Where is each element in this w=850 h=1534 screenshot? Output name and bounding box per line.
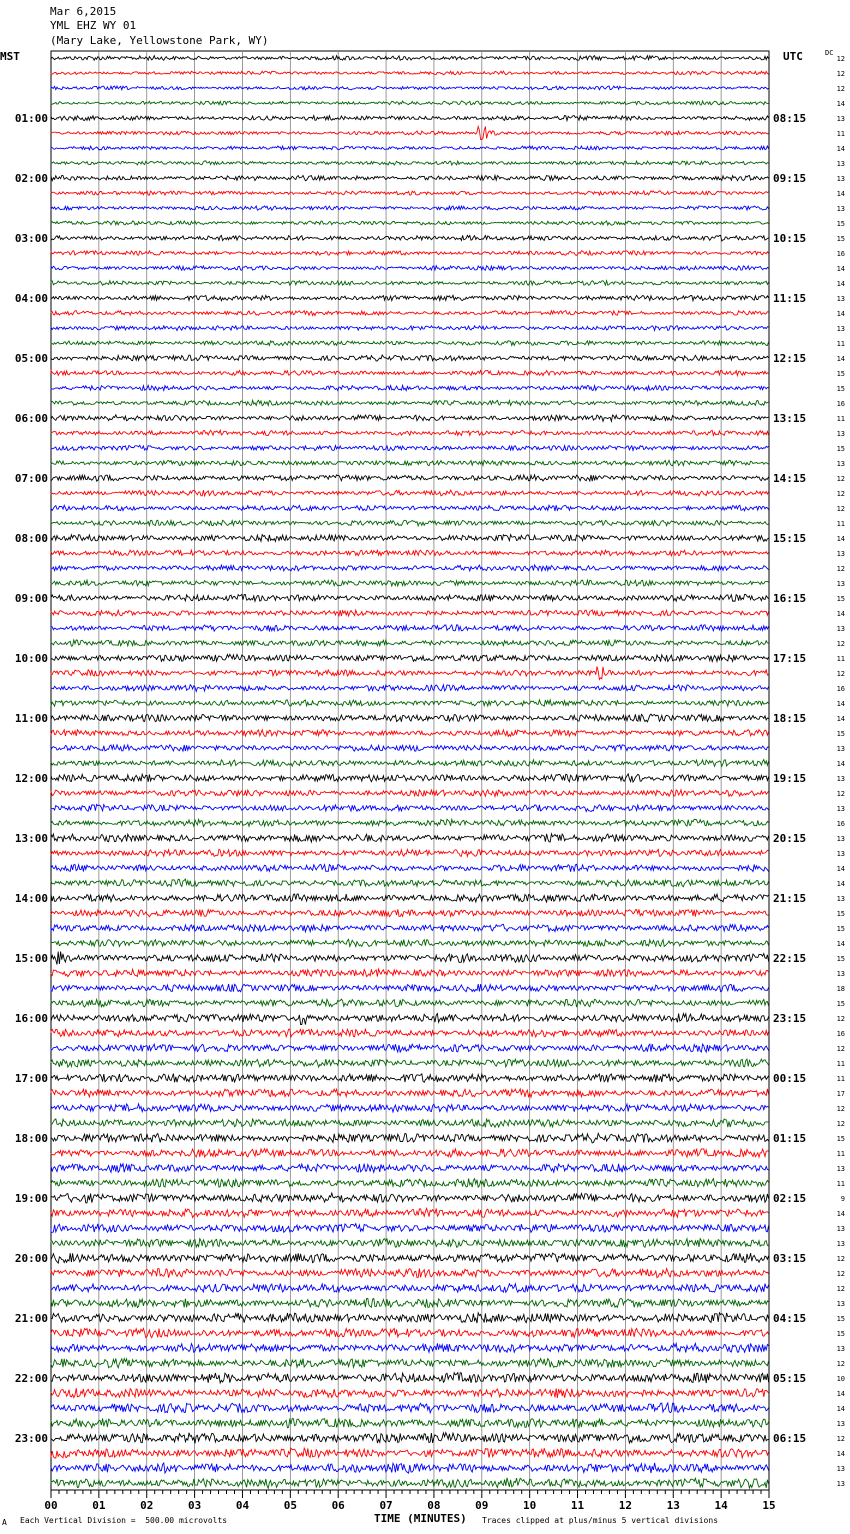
- trace-row: [51, 355, 769, 361]
- dc-offset-value: 13: [836, 160, 845, 168]
- dc-offset-value: 9: [840, 1195, 845, 1203]
- trace-row: [51, 969, 769, 977]
- trace-row: [51, 939, 769, 946]
- dc-offset-value: 13: [836, 115, 845, 123]
- trace-row: [51, 804, 769, 811]
- dc-offset-value: 13: [836, 1345, 845, 1353]
- x-tick-label: 14: [714, 1499, 728, 1512]
- hour-label-utc: 17:15: [773, 652, 807, 665]
- dc-offset-value: 15: [836, 370, 845, 378]
- dc-offset-value: 12: [836, 1105, 845, 1113]
- dc-offset-value: 13: [836, 895, 845, 903]
- hour-label-mst: 10:00: [14, 652, 48, 665]
- trace-row: [51, 1149, 769, 1158]
- dc-offset-value: 15: [836, 385, 845, 393]
- hour-label-utc: 05:15: [773, 1372, 807, 1385]
- x-tick-label: 04: [235, 1499, 250, 1512]
- x-tick-label: 01: [92, 1499, 106, 1512]
- x-tick-label: 00: [44, 1499, 58, 1512]
- trace-row: [51, 1193, 769, 1203]
- trace-row: [51, 774, 769, 782]
- trace-row: [51, 460, 769, 466]
- dc-offset-value: 11: [836, 415, 845, 423]
- trace-row: [51, 1373, 769, 1384]
- dc-offset-value: 11: [836, 1150, 845, 1158]
- trace-row: [51, 894, 769, 902]
- vertical-scale-note: Each Vertical Division = 500.00 microvolts: [20, 1516, 228, 1525]
- trace-row: [51, 1359, 769, 1368]
- dc-offset-value: 15: [836, 910, 845, 918]
- trace-row: [51, 86, 769, 90]
- right-timezone-label: UTC: [783, 50, 803, 63]
- dc-offset-value: 13: [836, 325, 845, 333]
- x-axis-title: TIME (MINUTES): [374, 1512, 467, 1525]
- trace-row: [51, 430, 769, 435]
- dc-offset-value: 14: [836, 1405, 845, 1413]
- trace-row: [51, 535, 769, 542]
- trace-row: [51, 864, 769, 872]
- dc-offset-value: 11: [836, 340, 845, 348]
- hour-label-utc: 18:15: [773, 712, 807, 725]
- trace-row: [51, 1133, 769, 1143]
- trace-row: [51, 1388, 769, 1398]
- hour-label-mst: 18:00: [14, 1132, 48, 1145]
- trace-row: [51, 311, 769, 316]
- dc-offset-value: 16: [836, 400, 845, 408]
- dc-offset-value: 16: [836, 1030, 845, 1038]
- trace-row: [51, 1164, 769, 1173]
- hour-label-utc: 10:15: [773, 232, 807, 245]
- dc-offset-value: 13: [836, 1480, 845, 1488]
- trace-row: [51, 326, 769, 331]
- trace-row: [51, 146, 769, 150]
- dc-offset-value: 11: [836, 655, 845, 663]
- trace-row: [51, 101, 769, 105]
- hour-label-mst: 21:00: [14, 1312, 48, 1325]
- trace-row: [51, 565, 769, 571]
- trace-row: [51, 266, 769, 271]
- hour-label-mst: 16:00: [14, 1012, 48, 1025]
- trace-row: [51, 745, 769, 751]
- trace-row: [51, 385, 769, 390]
- hour-label-utc: 15:15: [773, 532, 807, 545]
- trace-row: [51, 1284, 769, 1293]
- dc-offset-value: 14: [836, 355, 845, 363]
- dc-offset-value: 12: [836, 55, 845, 63]
- trace-row: [51, 415, 769, 422]
- hour-label-mst: 17:00: [14, 1072, 48, 1085]
- dc-offset-value: 13: [836, 205, 845, 213]
- dc-offset-value: 12: [836, 640, 845, 648]
- hour-label-utc: 22:15: [773, 952, 807, 965]
- trace-row: [51, 1059, 769, 1067]
- hour-label-mst: 14:00: [14, 892, 48, 905]
- dc-offset-value: 12: [836, 1270, 845, 1278]
- trace-row: [51, 685, 769, 692]
- dc-offset-value: 13: [836, 1240, 845, 1248]
- trace-row: [51, 550, 769, 556]
- trace-row: [51, 819, 769, 826]
- dc-offset-value: 16: [836, 820, 845, 828]
- dc-offset-value: 14: [836, 280, 845, 288]
- hour-label-mst: 05:00: [14, 352, 48, 365]
- dc-offset-value: 14: [836, 100, 845, 108]
- dc-offset-value: 14: [836, 265, 845, 273]
- dc-offset-value: 16: [836, 685, 845, 693]
- dc-offset-value: 14: [836, 1390, 845, 1398]
- station-location: (Mary Lake, Yellowstone Park, WY): [50, 34, 269, 47]
- dc-offset-value: 14: [836, 865, 845, 873]
- dc-offset-value: 15: [836, 235, 845, 243]
- trace-row: [51, 1313, 769, 1323]
- x-tick-label: 10: [523, 1499, 537, 1512]
- dc-offset-value: 15: [836, 1135, 845, 1143]
- trace-row: [51, 1343, 769, 1352]
- trace-row: [51, 191, 769, 195]
- dc-offset-value: 13: [836, 850, 845, 858]
- trace-row: [51, 475, 769, 481]
- hour-label-mst: 20:00: [14, 1252, 48, 1265]
- trace-row: [51, 849, 769, 856]
- hour-label-utc: 04:15: [773, 1312, 807, 1325]
- dc-offset-value: 14: [836, 1450, 845, 1458]
- trace-row: [51, 1074, 769, 1083]
- trace-row: [51, 251, 769, 256]
- dc-offset-value: 14: [836, 1210, 845, 1218]
- dc-offset-value: 13: [836, 580, 845, 588]
- trace-row: [51, 56, 769, 61]
- dc-offset-value: 12: [836, 670, 845, 678]
- hour-label-utc: 19:15: [773, 772, 807, 785]
- dc-offset-value: 14: [836, 190, 845, 198]
- hour-label-mst: 07:00: [14, 472, 48, 485]
- dc-offset-value: 14: [836, 310, 845, 318]
- dc-offset-value: 13: [836, 625, 845, 633]
- trace-row: [51, 490, 769, 496]
- trace-row: [51, 206, 769, 210]
- hour-label-utc: 21:15: [773, 892, 807, 905]
- trace-row: [51, 1208, 769, 1217]
- hour-label-utc: 01:15: [773, 1132, 807, 1145]
- trace-row: [51, 127, 769, 140]
- trace-row: [51, 1329, 769, 1338]
- trace-row: [51, 790, 769, 797]
- hour-label-mst: 23:00: [14, 1432, 48, 1445]
- trace-row: [51, 1463, 769, 1473]
- hour-label-mst: 22:00: [14, 1372, 48, 1385]
- trace-row: [51, 1224, 769, 1233]
- dc-offset-value: 12: [836, 1255, 845, 1263]
- trace-row: [51, 924, 769, 931]
- dc-offset-value: 15: [836, 1330, 845, 1338]
- hour-label-mst: 09:00: [14, 592, 48, 605]
- hour-label-mst: 12:00: [14, 772, 48, 785]
- hour-label-utc: 14:15: [773, 472, 807, 485]
- x-tick-label: 07: [379, 1499, 393, 1512]
- dc-offset-value: 12: [836, 1120, 845, 1128]
- trace-row: [51, 161, 769, 165]
- hour-label-utc: 23:15: [773, 1012, 807, 1025]
- dc-offset-value: 14: [836, 145, 845, 153]
- dc-offset-value: 15: [836, 220, 845, 228]
- trace-row: [51, 1403, 769, 1413]
- trace-row: [51, 667, 769, 680]
- x-tick-label: 05: [283, 1499, 297, 1512]
- trace-row: [51, 1089, 769, 1097]
- hour-label-mst: 01:00: [14, 112, 48, 125]
- dc-offset-value: 14: [836, 760, 845, 768]
- dc-offset-value: 12: [836, 1435, 845, 1443]
- dc-offset-value: 13: [836, 805, 845, 813]
- dc-offset-value: 11: [836, 520, 845, 528]
- trace-row: [51, 952, 769, 965]
- dc-offset-value: 15: [836, 595, 845, 603]
- dc-offset-value: 14: [836, 880, 845, 888]
- dc-offset-value: 12: [836, 790, 845, 798]
- dc-offset-value: 11: [836, 1075, 845, 1083]
- dc-offset-value: 14: [836, 535, 845, 543]
- trace-row: [51, 175, 769, 180]
- trace-row: [51, 1044, 769, 1052]
- trace-row: [51, 445, 769, 450]
- x-tick-label: 15: [762, 1499, 776, 1512]
- hour-label-mst: 08:00: [14, 532, 48, 545]
- dc-offset-value: 12: [836, 1285, 845, 1293]
- trace-row: [51, 580, 769, 586]
- hour-label-utc: 11:15: [773, 292, 807, 305]
- trace-row: [51, 1433, 769, 1444]
- trace-row: [51, 281, 769, 286]
- x-tick-label: 02: [140, 1499, 154, 1512]
- hour-label-utc: 20:15: [773, 832, 807, 845]
- x-tick-label: 03: [187, 1499, 202, 1512]
- trace-row: [51, 879, 769, 887]
- hour-label-mst: 02:00: [14, 172, 48, 185]
- hour-label-mst: 04:00: [14, 292, 48, 305]
- x-tick-label: 13: [666, 1499, 680, 1512]
- trace-row: [51, 730, 769, 737]
- dc-offset-value: 13: [836, 430, 845, 438]
- dc-offset-value: 11: [836, 130, 845, 138]
- trace-row: [51, 1418, 769, 1427]
- dc-offset-value: 12: [836, 475, 845, 483]
- trace-row: [51, 295, 769, 300]
- dc-offset-label: DC: [825, 49, 834, 57]
- dc-offset-value: 12: [836, 505, 845, 513]
- dc-offset-value: 13: [836, 295, 845, 303]
- dc-offset-value: 13: [836, 775, 845, 783]
- trace-row: [51, 1014, 769, 1025]
- trace-row: [51, 116, 769, 121]
- hour-label-utc: 08:15: [773, 112, 807, 125]
- dc-offset-value: 11: [836, 1180, 845, 1188]
- trace-row: [51, 760, 769, 767]
- x-tick-label: 12: [618, 1499, 633, 1512]
- trace-row: [51, 71, 769, 75]
- dc-offset-value: 13: [836, 835, 845, 843]
- trace-row: [51, 1104, 769, 1112]
- dc-offset-value: 12: [836, 85, 845, 93]
- dc-offset-value: 15: [836, 445, 845, 453]
- trace-row: [51, 1239, 769, 1248]
- hour-label-utc: 16:15: [773, 592, 807, 605]
- hour-label-mst: 03:00: [14, 232, 48, 245]
- dc-offset-value: 12: [836, 490, 845, 498]
- trace-row: [51, 594, 769, 601]
- x-tick-label: 08: [427, 1499, 441, 1512]
- trace-row: [51, 714, 769, 722]
- dc-offset-value: 14: [836, 715, 845, 723]
- trace-row: [51, 610, 769, 616]
- dc-offset-value: 12: [836, 1360, 845, 1368]
- dc-offset-value: 12: [836, 70, 845, 78]
- trace-row: [51, 1298, 769, 1307]
- dc-offset-value: 12: [836, 1015, 845, 1023]
- trace-row: [51, 235, 769, 241]
- trace-row: [51, 1253, 769, 1263]
- hour-label-mst: 15:00: [14, 952, 48, 965]
- dc-offset-value: 13: [836, 1225, 845, 1233]
- hour-label-utc: 00:15: [773, 1072, 807, 1085]
- trace-row: [51, 1269, 769, 1278]
- trace-row: [51, 1119, 769, 1127]
- trace-row: [51, 640, 769, 646]
- left-timezone-label: MST: [0, 50, 20, 63]
- trace-row: [51, 1448, 769, 1458]
- trace-row: [51, 999, 769, 1007]
- dc-offset-value: 14: [836, 940, 845, 948]
- dc-offset-value: 13: [836, 550, 845, 558]
- dc-offset-value: 14: [836, 610, 845, 618]
- dc-offset-value: 13: [836, 1420, 845, 1428]
- dc-offset-value: 12: [836, 565, 845, 573]
- dc-offset-value: 18: [836, 985, 845, 993]
- hour-label-mst: 19:00: [14, 1192, 48, 1205]
- trace-row: [51, 834, 769, 842]
- dc-offset-value: 13: [836, 175, 845, 183]
- hour-label-utc: 12:15: [773, 352, 807, 365]
- x-tick-label: 11: [570, 1499, 585, 1512]
- dc-offset-value: 10: [836, 1375, 845, 1383]
- hour-label-utc: 09:15: [773, 172, 807, 185]
- dc-offset-value: 11: [836, 1060, 845, 1068]
- dc-offset-value: 15: [836, 955, 845, 963]
- trace-row: [51, 654, 769, 661]
- hour-label-mst: 06:00: [14, 412, 48, 425]
- dc-offset-value: 13: [836, 745, 845, 753]
- clip-note: Traces clipped at plus/minus 5 vertical divisions: [482, 1516, 719, 1525]
- hour-label-utc: 03:15: [773, 1252, 807, 1265]
- hour-label-utc: 02:15: [773, 1192, 807, 1205]
- dc-offset-value: 15: [836, 925, 845, 933]
- dc-offset-value: 13: [836, 970, 845, 978]
- trace-row: [51, 505, 769, 511]
- hour-label-utc: 13:15: [773, 412, 807, 425]
- trace-row: [51, 984, 769, 992]
- dc-offset-value: 13: [836, 1165, 845, 1173]
- x-tick-label: 06: [331, 1499, 345, 1512]
- dc-offset-value: 13: [836, 1300, 845, 1308]
- trace-row: [51, 1029, 769, 1037]
- trace-row: [51, 700, 769, 706]
- dc-offset-value: 13: [836, 460, 845, 468]
- trace-row: [51, 341, 769, 346]
- dc-offset-value: 15: [836, 730, 845, 738]
- hour-label-mst: 13:00: [14, 832, 48, 845]
- chart-date: Mar 6,2015: [50, 5, 117, 18]
- dc-offset-value: 12: [836, 1045, 845, 1053]
- trace-row: [51, 371, 769, 376]
- dc-offset-value: 17: [836, 1090, 845, 1098]
- dc-offset-value: 16: [836, 250, 845, 258]
- dc-offset-value: 14: [836, 700, 845, 708]
- x-tick-label: 09: [475, 1499, 489, 1512]
- trace-row: [51, 909, 769, 917]
- trace-row: [51, 1478, 769, 1488]
- hour-label-utc: 06:15: [773, 1432, 807, 1445]
- trace-row: [51, 1178, 769, 1187]
- station-code: YML EHZ WY 01: [50, 19, 137, 32]
- trace-row: [51, 520, 769, 526]
- dc-offset-value: 15: [836, 1315, 845, 1323]
- dc-offset-value: 13: [836, 1465, 845, 1473]
- corner-mark: A: [2, 1518, 7, 1527]
- hour-label-mst: 11:00: [14, 712, 48, 725]
- trace-row: [51, 625, 769, 631]
- dc-offset-value: 15: [836, 1000, 845, 1008]
- trace-row: [51, 400, 769, 405]
- trace-row: [51, 221, 769, 225]
